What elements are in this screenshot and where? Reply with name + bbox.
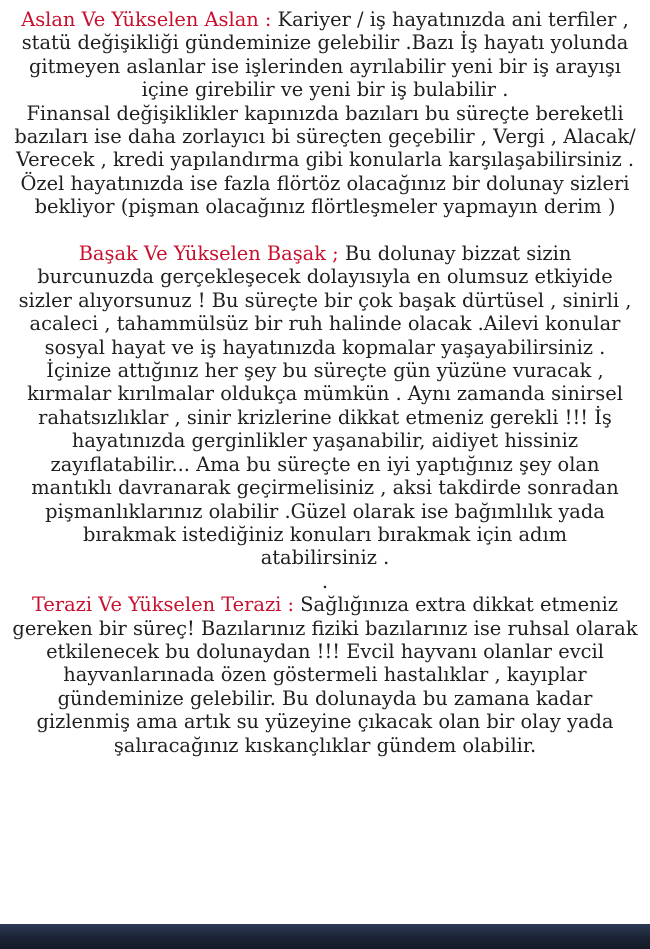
text-line: kırmalar kırılmalar oldukça mümkün . Aynı zamanda sinirsel	[27, 382, 623, 406]
section-terazi	[0, 593, 650, 757]
text-line: hayatınızda gerginlikler yaşanabilir, aidiyet hissiniz	[71, 429, 579, 453]
text-line: sosyal hayat ve iş hayatınızda kopmalar yaşayabilirsiniz .	[44, 335, 606, 359]
text-line: gitmeyen aslanlar ise işlerinden ayrılabilir yeni bir iş arayışı	[29, 54, 621, 78]
text-line: mantıklı davranarak geçirmelisiniz , aksi takdirde sonradan	[31, 476, 619, 500]
section-first-line	[0, 593, 650, 616]
text-line: Özel hayatınızda ise fazla flörtöz olacağınız bir dolunay sizleri	[20, 171, 630, 195]
section-heading: Terazi Ve Yükselen Terazi :	[31, 593, 295, 617]
bottom-dark-band	[0, 924, 650, 949]
text-line: Finansal değişiklikler kapınızda bazıları bu süreçte bereketli	[26, 101, 624, 125]
section-basak	[0, 242, 650, 570]
text-line: Kariyer / iş hayatınızda ani terfiler ,	[271, 8, 629, 31]
separator-dot: .	[321, 569, 329, 593]
text-line: gündeminize gelebilir. Bu dolunayda bu zamana kadar	[57, 686, 593, 710]
section-aslan	[0, 8, 650, 219]
text-line: bazıları ise daha zorlayıcı bi süreçten geçebilir , Vergi , Alacak/	[14, 125, 636, 149]
section-first-line	[0, 8, 650, 31]
section-first-line	[0, 242, 650, 265]
text-line: pişmanlıklarınız olabilir .Güzel olarak ise bağımlılık yada	[45, 499, 605, 523]
text-line: atabilirsiniz .	[260, 546, 390, 570]
text-line: etkilenecek bu dolunaydan !!! Evcil hayvanı olanlar evcil	[46, 639, 604, 663]
text-line: bekliyor (pişman olacağınız flörtleşmeler yapmayın derim )	[34, 195, 616, 219]
text-line: Bu dolunay bizzat sizin	[338, 242, 572, 266]
text-line: acaleci , tahammülsüz bir ruh halinde olacak .Ailevi konular	[29, 312, 621, 336]
text-line: içine girebilir ve yeni bir iş bulabilir .	[141, 78, 509, 102]
text-line: statü değişikliği gündeminize gelebilir .Bazı İş hayatı yolunda	[21, 31, 629, 55]
text-line: burcunuzda gerçekleşecek dolayısıyla en olumsuz etkiyide	[37, 265, 613, 289]
section-heading: Aslan Ve Yükselen Aslan :	[21, 8, 272, 31]
text-line: hayvanlarınada özen göstermeli hastalıklar , kayıplar	[63, 663, 587, 687]
text-line: şalıracağınız kıskançlıklar gündem olabilir.	[113, 733, 537, 757]
text-line: sizler alıyorsunuz ! Bu süreçte bir çok başak dürtüsel , sinirli ,	[18, 288, 632, 312]
paragraph-gap	[0, 219, 650, 242]
text-line: Sağlığınıza extra dikkat etmeniz	[294, 593, 619, 617]
text-line: İçinize attığınız her şey bu süreçte gün yüzüne vuracak ,	[46, 359, 604, 383]
text-line: gizlenmiş ama artık su yüzeyine çıkacak olan bir olay yada	[36, 710, 614, 734]
text-line: gereken bir süreç! Bazılarınız fiziki bazılarınız ise ruhsal olarak	[12, 616, 638, 640]
text-line: zayıflatabilir... Ama bu süreçte en iyi yaptığınız şey olan	[50, 452, 600, 476]
text-line: bırakmak istediğiniz konuları bırakmak için adım	[82, 522, 568, 546]
text-line: Verecek , kredi yapılandırma gibi konularla karşılaşabilirsiniz .	[15, 148, 635, 172]
text-line: rahatsızlıklar , sinir krizlerine dikkat etmeniz gerekli !!! İş	[38, 405, 612, 429]
section-heading: Başak Ve Yükselen Başak ;	[78, 242, 339, 266]
